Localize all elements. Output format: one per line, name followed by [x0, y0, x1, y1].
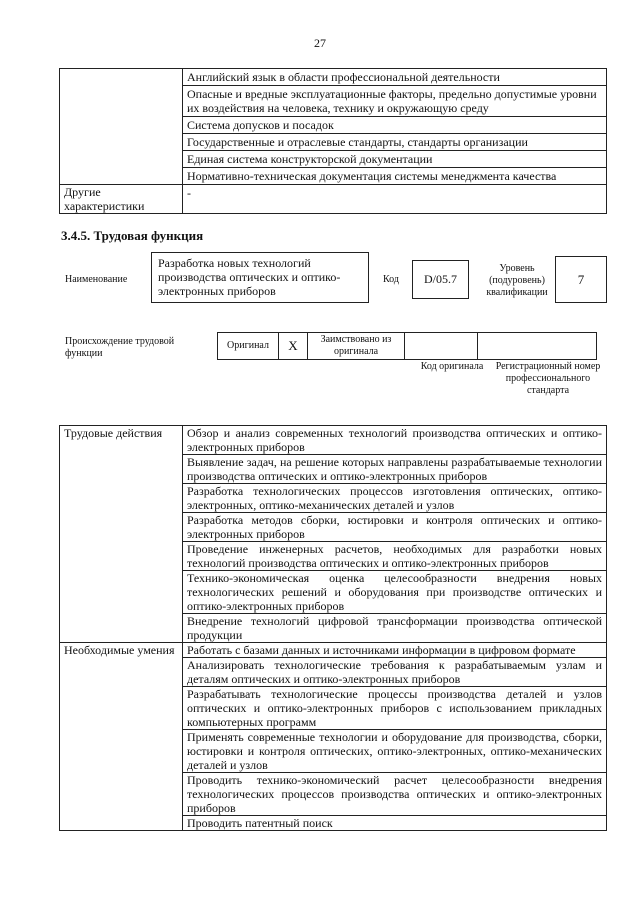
qualification-level-box: 7: [555, 256, 607, 303]
labor-action-item: Разработка методов сборки, юстировки и контроля оптических и оптико-электронных приборов: [183, 513, 607, 542]
labor-action-item: Выявление задач, на решение которых направлены разрабатываемые технологии производства оптических и оптико-электронных приборов: [183, 455, 607, 484]
skill-item: Проводить патентный поиск: [183, 816, 607, 831]
labor-action-item: Внедрение технологий цифровой трансформации производства оптической продукции: [183, 614, 607, 643]
origin-table: [217, 332, 597, 360]
code-original-cell: [405, 333, 478, 360]
labor-action-item: Технико-экономическая оценка целесообразности внедрения новых технологических решений и оборудования при производстве оптических и оптико-электронных приборов: [183, 571, 607, 614]
labor-action-item: Проведение инженерных расчетов, необходимых для разработки новых технологий производства оптических и оптико-электронных приборов: [183, 542, 607, 571]
labor-actions-label: Трудовые действия: [60, 426, 183, 643]
qualification-level-label: Уровень (подуровень) квалификации: [486, 263, 548, 298]
labor-action-item: Обзор и анализ современных технологий производства оптических и оптико-электронных приборов: [183, 426, 607, 455]
code-original-label: Код оригинала: [420, 361, 484, 372]
page-number: 27: [314, 36, 326, 50]
section-title: 3.4.5. Трудовая функция: [61, 228, 204, 243]
knowledge-item: Государственные и отраслевые стандарты, стандарты организации: [183, 134, 607, 151]
other-characteristics-value: -: [183, 185, 607, 214]
name-label: Наименование: [65, 274, 128, 285]
reg-number-label: Регистрационный номер профессионального стандарта: [495, 361, 601, 396]
original-cell: Оригинал: [218, 333, 279, 360]
table-row: [60, 69, 607, 86]
skills-label: Необходимые умения: [60, 643, 183, 831]
skill-item: Анализировать технологические требования к разрабатываемым узлам и деталям оптических и оптико-электронных приборов: [183, 658, 607, 687]
knowledge-table-continued: [59, 68, 607, 214]
table-row: [60, 426, 607, 455]
code-box: D/05.7: [412, 260, 469, 299]
skill-item: Работать с базами данных и источниками информации в цифровом формате: [183, 643, 607, 658]
table-row: [218, 333, 597, 360]
knowledge-item: Английский язык в области профессиональной деятельности: [183, 69, 607, 86]
skill-item: Применять современные технологии и оборудование для производства, сборки, юстировки и контроля оптических, оптико-электронных, оптико-механических деталей и узлов: [183, 730, 607, 773]
skill-item: Разрабатывать технологические процессы производства деталей и узлов оптических и оптико-электронных приборов с использованием прикладных компьютерных программ: [183, 687, 607, 730]
skill-item: Проводить технико-экономический расчет целесообразности внедрения технологических процессов производства оптических и оптико-электронных приборов: [183, 773, 607, 816]
knowledge-item: Система допусков и посадок: [183, 117, 607, 134]
table-row: [60, 185, 607, 214]
code-label: Код: [383, 274, 399, 285]
table-row: [60, 643, 607, 658]
labor-function-table: [59, 425, 607, 831]
knowledge-item: Нормативно-техническая документация системы менеджмента качества: [183, 168, 607, 185]
knowledge-item: Единая система конструкторской документации: [183, 151, 607, 168]
origin-label: Происхождение трудовой функции: [65, 336, 175, 359]
empty-label-cell: [60, 69, 183, 185]
labor-action-item: Разработка технологических процессов изготовления оптических, оптико-электронных, оптико-механических деталей и узлов: [183, 484, 607, 513]
borrowed-cell: Заимствовано из оригинала: [308, 333, 405, 360]
other-characteristics-label: Другие характеристики: [60, 185, 183, 214]
original-mark: X: [279, 333, 308, 360]
reg-number-cell: [478, 333, 597, 360]
knowledge-item: Опасные и вредные эксплуатационные факторы, предельно допустимые уровни их воздействия на человека, технику и окружающую среду: [183, 86, 607, 117]
function-name-box: Разработка новых технологий производства оптических и оптико-электронных приборов: [151, 252, 369, 303]
